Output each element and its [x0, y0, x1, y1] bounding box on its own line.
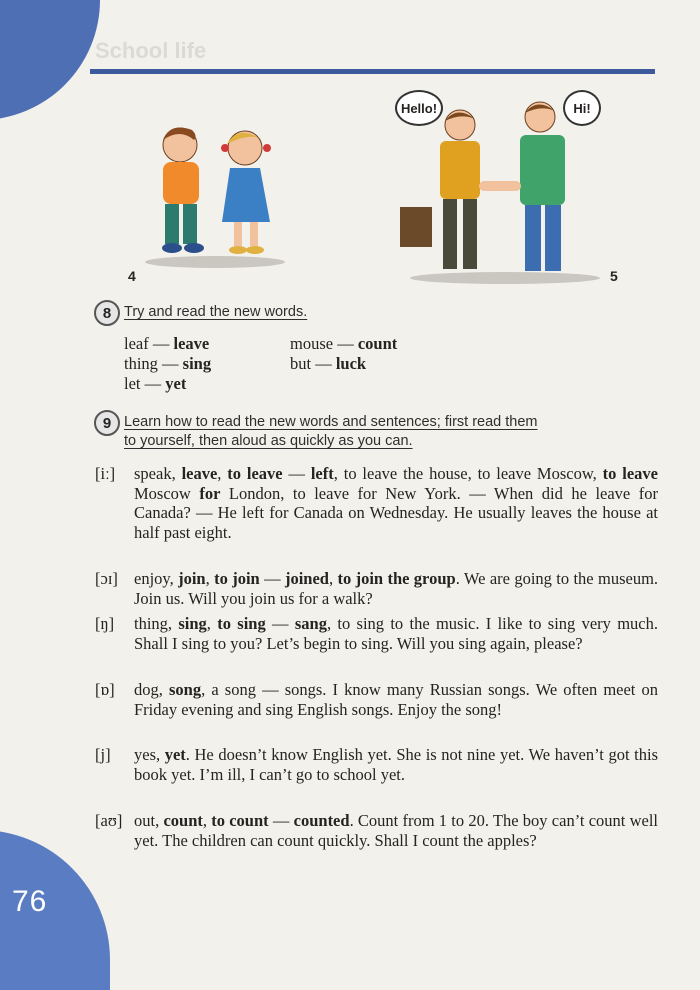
bold-word: yet: [164, 745, 186, 764]
text-run: —: [268, 811, 294, 830]
bold-word: to sing: [217, 614, 266, 633]
text-run: dog,: [134, 680, 169, 699]
sound-paragraph: [134, 745, 658, 784]
bold-word: to count: [211, 811, 269, 830]
bold-word: count: [163, 811, 203, 830]
bold-word: counted: [293, 811, 350, 830]
bold-word: to join the group: [337, 569, 456, 588]
text-run: . Count from 1 to 20. The boy can’t count well yet. The children can count quickly. Shall I count the apples?: [134, 811, 659, 850]
text-run: —: [259, 569, 285, 588]
text-run: London, to leave for New York. — When did he leave for Canada? — He left for Canada on Wednesday. He usually leaves the house at half past eight.: [134, 483, 658, 542]
exercise-9-number: 9: [94, 410, 120, 436]
word-pair: let — yet: [124, 374, 187, 393]
text-run: Moscow: [134, 483, 200, 503]
text-run: ,: [217, 464, 228, 483]
text-run: —: [265, 614, 295, 633]
bold-word: left: [310, 464, 334, 483]
phonetic-symbol: [ɒ]: [95, 680, 115, 699]
speech-bubble-hello: Hello!: [395, 90, 443, 126]
bold-word: song: [169, 680, 202, 699]
text-run: yes,: [134, 745, 165, 764]
text-run: , to leave the house, to leave Moscow,: [333, 464, 603, 483]
exercise-8-instruction: Try and read the new words.: [124, 304, 308, 320]
text-run: . He doesn’t know English yet. She is not nine yet. We haven’t got this book yet. I’m ill, I can’t go to school yet.: [134, 745, 658, 784]
text-run: enjoy,: [134, 569, 179, 588]
text-run: out,: [134, 811, 164, 830]
sound-paragraph: [134, 464, 658, 542]
bold-word: to leave: [602, 464, 659, 483]
bold-word: leave: [181, 464, 218, 483]
phonetic-symbol: [ŋ]: [95, 614, 115, 633]
speech-bubble-hi: Hi!: [563, 90, 601, 126]
bold-word: join: [178, 569, 206, 588]
header-rule: [90, 69, 655, 74]
exercise-9-instruction-line1: Learn how to read the new words and sentences; first read them: [124, 414, 538, 430]
phonetic-symbol: [j]: [95, 745, 111, 764]
illustration-caption-4: 4: [128, 268, 136, 284]
sound-paragraph: [134, 811, 658, 850]
text-run: , to sing to the music. I like to sing very much. Shall I sing to you? Let’s begin to sing. Will you sing again, please?: [134, 614, 659, 653]
exercise-8-number: 8: [94, 300, 120, 326]
text-run: speak,: [134, 464, 182, 483]
text-run: ,: [328, 569, 338, 588]
bold-word: to join: [214, 569, 260, 588]
section-title: School life: [95, 38, 207, 63]
text-run: ,: [206, 614, 218, 633]
sound-paragraph: [134, 614, 658, 653]
word-pair: leaf — leave: [124, 334, 210, 353]
word-pair: mouse — count: [290, 334, 398, 353]
text-run: thing,: [134, 614, 179, 633]
text-run: , a song — songs. I know many Russian songs. We often meet on Friday evening and sing English songs. Enjoy the song!: [134, 680, 659, 719]
phonetic-symbol: [iː]: [95, 464, 116, 483]
word-pair: but — luck: [290, 354, 367, 373]
bold-word: for: [199, 483, 221, 503]
bold-word: sing: [178, 614, 207, 633]
bold-word: joined: [284, 569, 329, 588]
text-run: . We are going to the museum. Join us. Will you join us for a walk?: [134, 569, 659, 608]
page-number: 76: [12, 885, 48, 918]
phonetic-symbol: [ɔɪ]: [95, 569, 118, 588]
sound-paragraph: [134, 569, 658, 608]
text-run: ,: [205, 569, 215, 588]
word-pair: thing — sing: [124, 354, 212, 373]
sound-paragraph: [134, 680, 658, 719]
text-run: —: [282, 464, 311, 483]
illustration-children: [130, 110, 300, 270]
text-run: ,: [202, 811, 212, 830]
bold-word: to leave: [227, 464, 283, 483]
corner-decoration-top: [0, 0, 100, 120]
bold-word: sang: [294, 614, 327, 633]
phonetic-symbol: [aʊ]: [95, 811, 123, 830]
illustration-caption-5: 5: [610, 268, 618, 284]
exercise-9-instruction-line2: to yourself, then aloud as quickly as you can.: [124, 433, 413, 449]
